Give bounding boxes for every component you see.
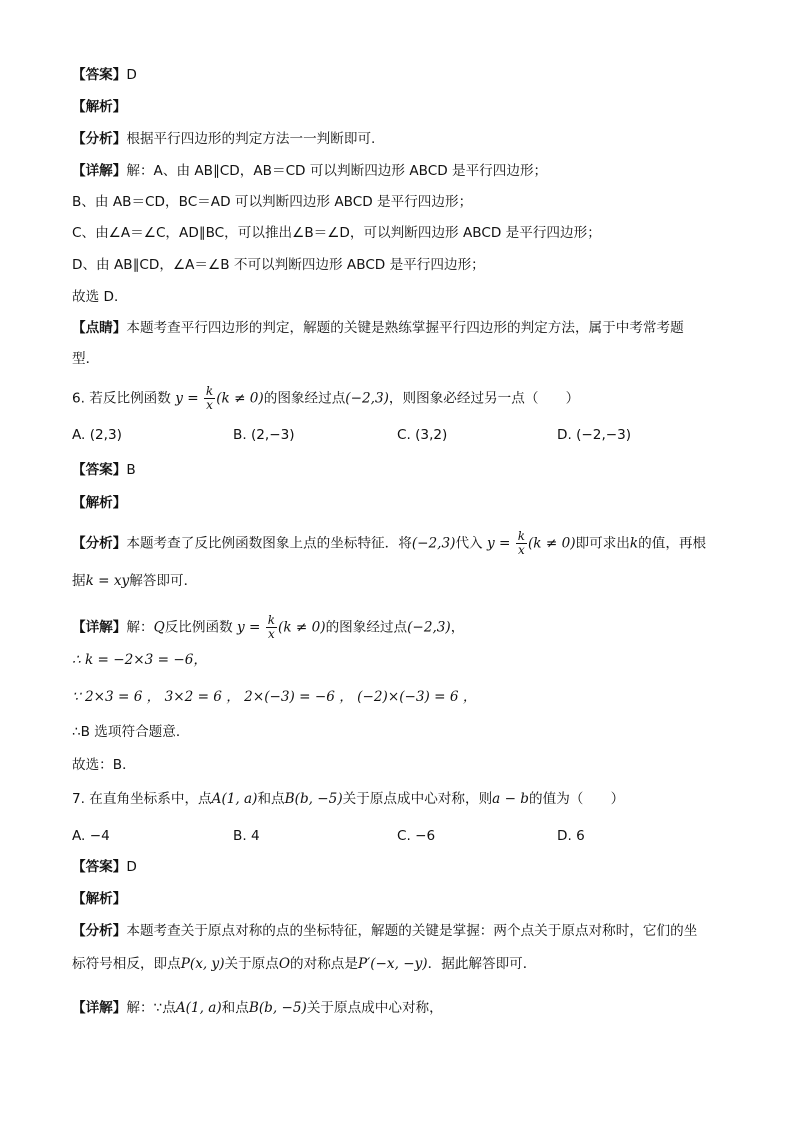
q6-step1: ∴ k = −2×3 = −6，: [72, 652, 207, 668]
q5-conclusion: 故选 D．: [72, 289, 128, 305]
q7-option-c: C. −6: [397, 828, 436, 844]
answer-value: D: [126, 67, 137, 83]
q7-option-a: A. −4: [72, 828, 110, 844]
q6-answer: 【答案】B: [72, 462, 136, 478]
q6-option-a: A. (2,3): [72, 427, 122, 443]
q5-detail-line1: 【详解】解：A、由 AB∥CD，AB＝CD 可以判断四边形 ABCD 是平行四边形；: [72, 163, 548, 179]
q6-option-c: C. (3,2): [397, 427, 448, 443]
q5-analysis-heading: 【解析】: [72, 99, 127, 115]
q5-detail-line3: C、由∠A＝∠C，AD∥BC，可以推出∠B＝∠D，可以判断四边形 ABCD 是平行四边形；: [72, 225, 601, 241]
fraction-k-over-x: $\frac{k}{x}$: [267, 613, 276, 641]
q6-option-b: B. (2,−3): [233, 427, 295, 443]
q6-analysis-heading: 【解析】: [72, 495, 127, 511]
q6-detail: 【详解】解：Q反比例函数 y = $\frac{k}{x}$ (k ≠ 0)的图象经过点(−2,3)，: [72, 613, 465, 641]
q6-fenxi-line2: 据k = xy解答即可．: [72, 573, 198, 589]
q7-answer: 【答案】D: [72, 859, 137, 875]
because-symbol: Q: [153, 619, 165, 636]
q6-fenxi-line1: 【分析】本题考查了反比例函数图象上点的坐标特征．将(−2,3)代入 y = $\frac{k}{x}$ (k ≠ 0)即可求出k的值，再根: [72, 529, 707, 557]
q7-detail: 【详解】解：∵点A(1, a)和点B(b, −5)关于原点成中心对称，: [72, 1000, 443, 1016]
q5-comment-line1: 【点睛】本题考查平行四边形的判定，解题的关键是熟练掌握平行四边形的判定方法，属于中考常考题: [72, 320, 684, 336]
q5-comment-line2: 型．: [72, 351, 100, 367]
q7-option-b: B. 4: [233, 828, 260, 844]
fraction-k-over-x: $\frac{k}{x}$: [205, 384, 214, 412]
answer-label: 【答案】: [72, 67, 127, 83]
q6-stem: 6. 若反比例函数 y = $\frac{k}{x}$ (k ≠ 0)的图象经过点(−2,3)，则图象必经过另一点（ ）: [72, 384, 580, 412]
q5-detail-line2: B、由 AB＝CD，BC＝AD 可以判断四边形 ABCD 是平行四边形；: [72, 194, 473, 210]
fraction-k-over-x: $\frac{k}{x}$: [517, 529, 525, 557]
q6-step2: ∵ 2×3 = 6 ， 3×2 = 6 ， 2×(−3) = −6 ， (−2)×(−3) = 6 ，: [72, 689, 477, 705]
q7-analysis-heading: 【解析】: [72, 891, 127, 907]
q6-conclusion: 故选：B．: [72, 757, 136, 773]
q7-option-d: D. 6: [557, 828, 585, 844]
q5-answer: [72, 66, 137, 84]
q5-detail-line4: D、由 AB∥CD，∠A＝∠B 不可以判断四边形 ABCD 是平行四边形；: [72, 257, 485, 273]
q5-fenxi: 【分析】根据平行四边形的判定方法一一判断即可.: [72, 131, 376, 147]
q6-step3: ∴B 选项符合题意．: [72, 724, 190, 740]
q6-option-d: D. (−2,−3): [557, 427, 632, 443]
q7-fenxi-line2: 标符号相反，即点P(x, y)关于原点O的对称点是P′(−x, −y)．据此解答即可．: [72, 956, 537, 972]
q7-fenxi-line1: 【分析】本题考查关于原点对称的点的坐标特征，解题的关键是掌握：两个点关于原点对称时，它们的坐: [72, 923, 698, 939]
q7-stem: 7. 在直角坐标系中，点A(1, a)和点B(b, −5)关于原点成中心对称，则a − b的值为（ ）: [72, 791, 625, 807]
